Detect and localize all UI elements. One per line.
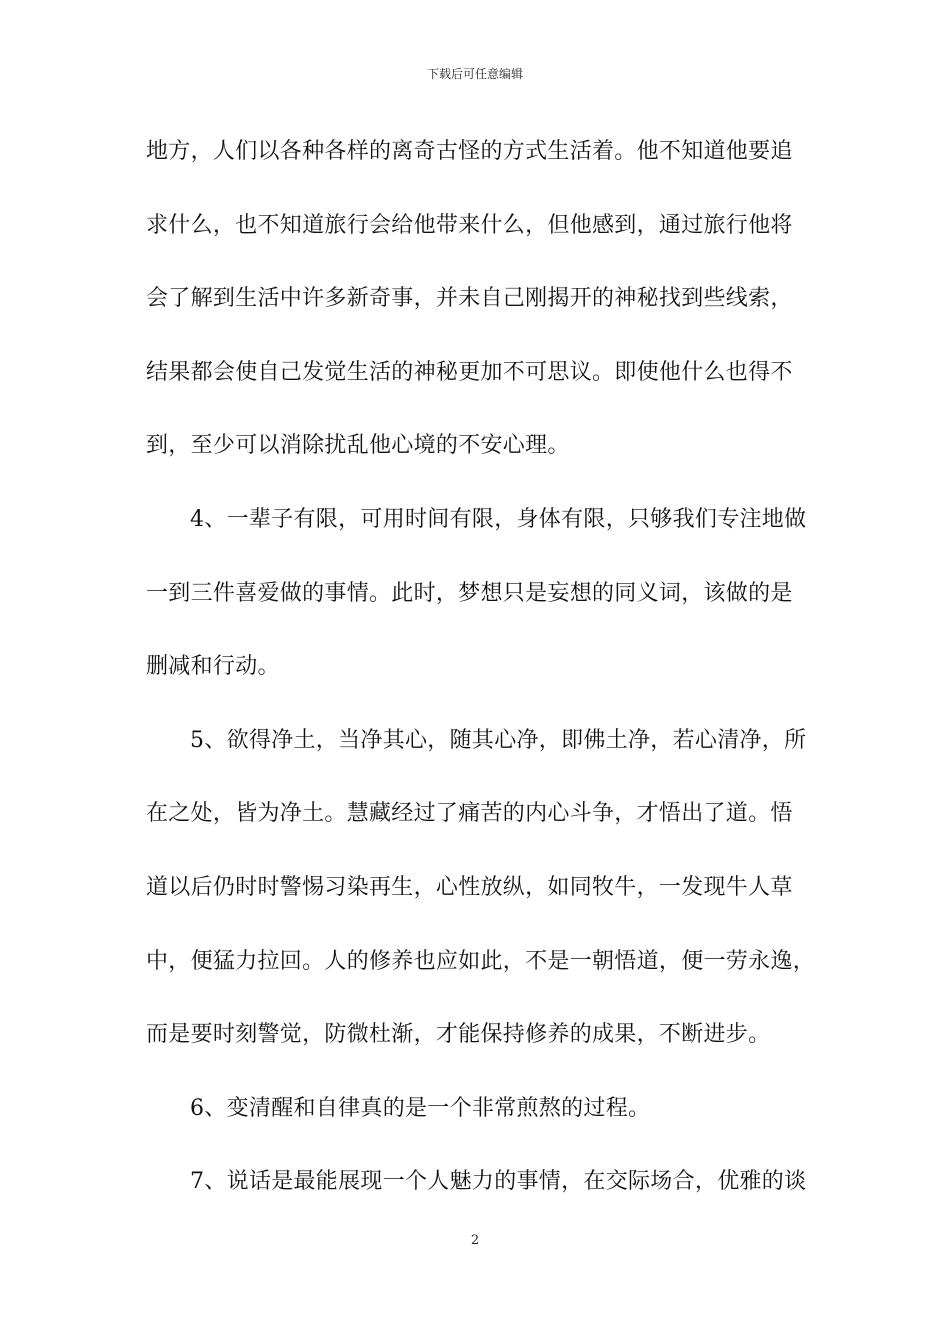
text-line: 求什么，也不知道旅行会给他带来什么，但他感到，通过旅行他将 bbox=[146, 212, 793, 238]
text-line: 道以后仍时时警惕习染再生，心性放纵，如同牧牛，一发现牛人草 bbox=[146, 874, 793, 900]
page-header: 下载后可任意编辑 bbox=[426, 67, 523, 81]
text-line: 会了解到生活中许多新奇事，并未自己刚揭开的神秘找到些线索， bbox=[146, 286, 793, 312]
paragraph-start-line: 5、欲得净土，当净其心，随其心净，即佛土净，若心清净，所 bbox=[190, 727, 807, 753]
document-body bbox=[146, 130, 830, 1234]
text-line: 而是要时刻警觉，防微杜渐，才能保持修养的成果，不断进步。 bbox=[146, 1022, 771, 1048]
text-line: 结果都会使自己发觉生活的神秘更加不可思议。即使他什么也得不 bbox=[146, 359, 793, 385]
text-line: 中，便猛力拉回。人的修养也应如此，不是一朝悟道，便一劳永逸， bbox=[146, 948, 816, 974]
text-line: 在之处，皆为净土。慧藏经过了痛苦的内心斗争，才悟出了道。悟 bbox=[146, 801, 793, 827]
page-number: 2 bbox=[470, 1233, 480, 1248]
text-line: 地方，人们以各种各样的离奇古怪的方式生活着。他不知道他要追 bbox=[146, 139, 793, 164]
text-line: 到，至少可以消除扰乱他心境的不安心理。 bbox=[146, 433, 570, 459]
paragraph-start-line: 4、一辈子有限，可用时间有限，身体有限，只够我们专注地做 bbox=[190, 506, 807, 532]
text-line: 删减和行动。 bbox=[146, 654, 280, 680]
text-line: 一到三件喜爱做的事情。此时，梦想只是妄想的同义词，该做的是 bbox=[146, 580, 793, 606]
paragraph-start-line: 6、变清醒和自律真的是一个非常煎熬的过程。 bbox=[190, 1095, 651, 1121]
paragraph-start-line: 7、说话是最能展现一个人魅力的事情，在交际场合，优雅的谈 bbox=[190, 1169, 807, 1195]
